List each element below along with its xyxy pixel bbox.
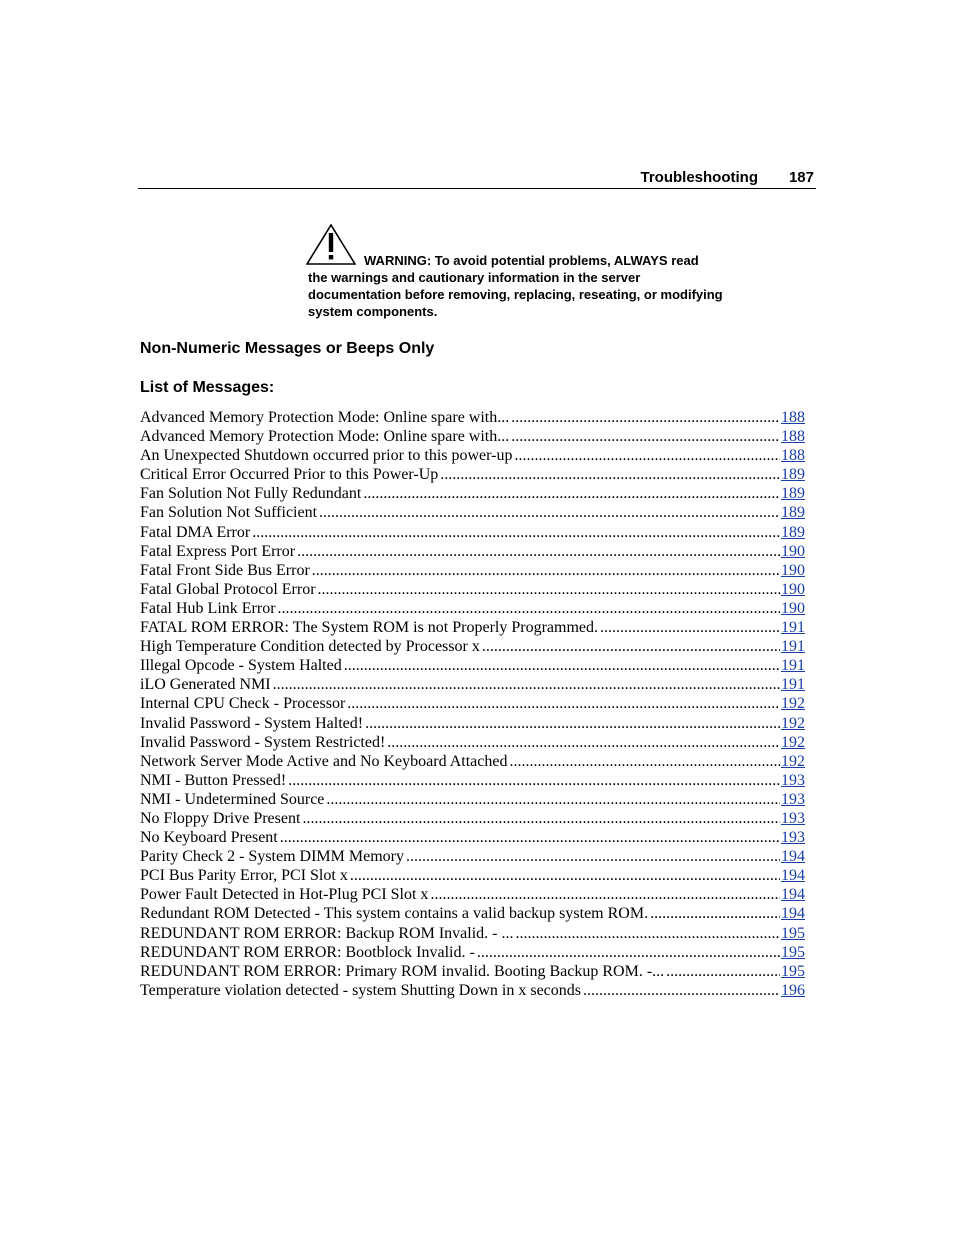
toc-entry[interactable] (140, 828, 805, 847)
toc-entry-title: Fatal DMA Error (140, 523, 251, 541)
warning-line: the warnings and cautionary information in the server (308, 270, 641, 285)
toc-entry-title: PCI Bus Parity Error, PCI Slot x (140, 867, 348, 885)
dot-leader (312, 561, 780, 580)
toc-entry-title: Illegal Opcode - System Halted (140, 657, 342, 675)
page-link[interactable]: 188 (781, 409, 805, 426)
dot-leader (430, 885, 780, 904)
toc-entry-title: Fatal Global Protocol Error (140, 580, 316, 598)
dot-leader (273, 675, 780, 694)
toc-entry[interactable] (140, 771, 805, 790)
toc-entry-title: Invalid Password - System Restricted! (140, 733, 386, 751)
toc-entry-title: No Floppy Drive Present (140, 809, 301, 827)
page-link[interactable]: 188 (781, 447, 805, 465)
dot-leader (440, 465, 780, 484)
dot-leader (280, 828, 780, 847)
dot-leader (477, 943, 780, 962)
toc-entry[interactable] (140, 733, 805, 752)
toc-entry-title: REDUNDANT ROM ERROR: Bootblock Invalid. - (140, 943, 475, 961)
page-link[interactable]: 195 (781, 962, 805, 980)
warning-line: WARNING: To avoid potential problems, ALWAYS read (364, 253, 699, 268)
toc-entry[interactable] (140, 847, 805, 866)
toc-entry-title: Temperature violation detected - system Shutting Down in x seconds (140, 981, 582, 999)
page-link[interactable]: 193 (781, 809, 805, 827)
dot-leader (347, 694, 780, 713)
list-heading: List of Messages: (140, 379, 275, 396)
toc-entry-title: Parity Check 2 - System DIMM Memory (140, 848, 404, 866)
toc-entry[interactable] (140, 446, 805, 465)
page-link[interactable]: 189 (781, 466, 805, 484)
toc-entry-title: Network Server Mode Active and No Keyboard Attached (140, 752, 508, 770)
toc-entry[interactable] (140, 866, 805, 885)
page-link[interactable]: 196 (781, 981, 805, 999)
toc-entry-title: Fatal Hub Link Error (140, 599, 276, 617)
toc-entry-title: REDUNDANT ROM ERROR: Backup ROM Invalid. - ... (140, 924, 514, 942)
dot-leader (302, 809, 780, 828)
toc-entry[interactable] (140, 904, 805, 923)
page-link[interactable]: 194 (781, 886, 805, 904)
toc-entry-title: NMI - Undetermined Source (140, 790, 325, 808)
page-link[interactable]: 192 (781, 695, 805, 713)
toc-entry-title: An Unexpected Shutdown occurred prior to this power-up (140, 447, 513, 465)
dot-leader (363, 484, 780, 503)
toc-entry-title: Redundant ROM Detected - This system contains a valid backup system ROM. (140, 905, 649, 923)
toc-entry[interactable] (140, 618, 805, 637)
toc-entry[interactable] (140, 752, 805, 771)
toc-entry-title: iLO Generated NMI (140, 676, 271, 694)
toc-entry-title: Fatal Express Port Error (140, 542, 296, 560)
page-link[interactable]: 194 (781, 848, 805, 866)
dot-leader (350, 866, 780, 885)
warning-line: system components. (308, 304, 438, 319)
page-link[interactable]: 194 (781, 867, 805, 885)
dot-leader (319, 503, 780, 522)
dot-leader (387, 733, 780, 752)
page-link[interactable]: 193 (781, 790, 805, 808)
message-list (140, 408, 805, 1000)
page-link[interactable]: 190 (781, 580, 805, 598)
dot-leader (511, 408, 780, 427)
toc-entry[interactable] (140, 503, 805, 522)
page-link[interactable]: 189 (781, 485, 805, 503)
page-link[interactable]: 190 (781, 542, 805, 560)
toc-entry[interactable] (140, 599, 805, 618)
toc-entry-title: Advanced Memory Protection Mode: Online spare with... (140, 428, 510, 446)
page-link[interactable]: 190 (781, 561, 805, 579)
toc-entry[interactable] (140, 465, 805, 484)
toc-entry-title: Fatal Front Side Bus Error (140, 561, 310, 579)
dot-leader (514, 446, 780, 465)
page-link[interactable]: 192 (781, 752, 805, 770)
page-link[interactable]: 195 (781, 924, 805, 942)
dot-leader (509, 752, 780, 771)
warning-line: documentation before removing, replacing, reseating, or modifying (308, 287, 723, 302)
toc-entry-title: Invalid Password - System Halted! (140, 714, 364, 732)
page-link[interactable]: 189 (781, 523, 805, 541)
toc-entry[interactable] (140, 943, 805, 962)
page-link[interactable]: 194 (781, 905, 805, 923)
page-link[interactable]: 189 (781, 504, 805, 522)
toc-entry[interactable] (140, 484, 805, 503)
page-link[interactable]: 190 (781, 599, 805, 617)
toc-entry[interactable] (140, 675, 805, 694)
page-link[interactable]: 193 (781, 771, 805, 789)
toc-entry-title: No Keyboard Present (140, 829, 278, 847)
section-heading: Non-Numeric Messages or Beeps Only (140, 340, 435, 357)
toc-entry[interactable] (140, 580, 805, 599)
dot-leader (583, 981, 780, 1000)
dot-leader (365, 714, 780, 733)
page-link[interactable]: 191 (781, 619, 805, 637)
dot-leader (666, 962, 780, 981)
toc-entry[interactable] (140, 962, 805, 981)
dot-leader (482, 637, 780, 656)
page-link[interactable]: 191 (781, 638, 805, 656)
dot-leader (406, 847, 780, 866)
toc-entry[interactable] (140, 656, 805, 675)
dot-leader (318, 580, 780, 599)
warning-notice (308, 252, 768, 320)
dot-leader (344, 656, 780, 675)
page-header (138, 168, 816, 189)
dot-leader (297, 542, 780, 561)
toc-entry-title: Critical Error Occurred Prior to this Power-Up (140, 466, 439, 484)
page-link[interactable]: 193 (781, 829, 805, 847)
dot-leader (511, 427, 780, 446)
dot-leader (326, 790, 780, 809)
dot-leader (288, 771, 780, 790)
dot-leader (252, 523, 780, 542)
dot-leader (278, 599, 780, 618)
toc-entry[interactable] (140, 714, 805, 733)
section-name: Troubleshooting (640, 169, 758, 186)
page-link[interactable]: 192 (781, 733, 805, 751)
page-link[interactable]: 191 (781, 676, 805, 694)
page-link[interactable]: 188 (781, 428, 805, 446)
toc-entry[interactable] (140, 885, 805, 904)
toc-entry[interactable] (140, 637, 805, 656)
toc-entry[interactable] (140, 809, 805, 828)
toc-entry[interactable] (140, 427, 805, 446)
page-number: 187 (788, 169, 814, 186)
toc-entry-title: High Temperature Condition detected by Processor x (140, 638, 480, 656)
page-link[interactable]: 192 (781, 714, 805, 732)
toc-entry[interactable] (140, 694, 805, 713)
toc-entry-title: Internal CPU Check - Processor (140, 695, 346, 713)
toc-entry[interactable] (140, 561, 805, 580)
toc-entry[interactable] (140, 542, 805, 561)
toc-entry-title: Power Fault Detected in Hot-Plug PCI Slot x (140, 886, 429, 904)
toc-entry-title: Advanced Memory Protection Mode: Online spare with... (140, 409, 510, 426)
toc-entry-title: FATAL ROM ERROR: The System ROM is not Properly Programmed. (140, 619, 598, 637)
dot-leader (515, 924, 780, 943)
page-link[interactable]: 195 (781, 943, 805, 961)
toc-entry-title: Fan Solution Not Fully Redundant (140, 485, 362, 503)
toc-entry[interactable] (140, 523, 805, 542)
toc-entry[interactable] (140, 981, 805, 1000)
toc-entry-title: Fan Solution Not Sufficient (140, 504, 318, 522)
toc-entry[interactable] (140, 408, 805, 427)
toc-entry-title: NMI - Button Pressed! (140, 771, 287, 789)
toc-entry-title: REDUNDANT ROM ERROR: Primary ROM invalid. Booting Backup ROM. -... (140, 962, 665, 980)
page-link[interactable]: 191 (781, 657, 805, 675)
toc-entry[interactable] (140, 924, 805, 943)
dot-leader (600, 618, 780, 637)
dot-leader (650, 904, 780, 923)
toc-entry[interactable] (140, 790, 805, 809)
